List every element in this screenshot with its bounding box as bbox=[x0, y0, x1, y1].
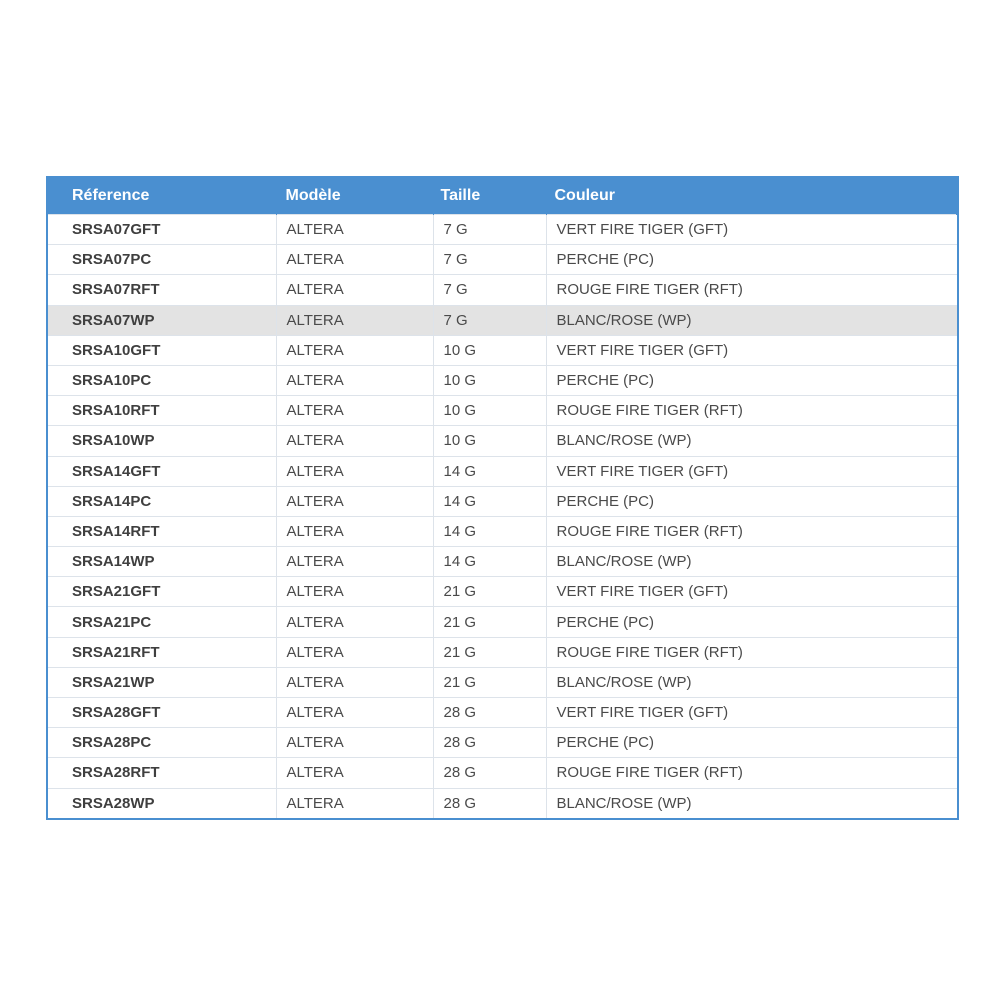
table-row bbox=[48, 637, 957, 667]
table-header bbox=[48, 178, 957, 215]
cell-couleur: VERT FIRE TIGER (GFT) bbox=[546, 698, 957, 728]
cell-couleur: PERCHE (PC) bbox=[546, 245, 957, 275]
cell-taille: 14 G bbox=[433, 486, 546, 516]
cell-modele: ALTERA bbox=[276, 335, 433, 365]
header-couleur: Couleur bbox=[546, 178, 957, 215]
cell-reference: SRSA28PC bbox=[48, 728, 276, 758]
table-row bbox=[48, 698, 957, 728]
cell-couleur: VERT FIRE TIGER (GFT) bbox=[546, 215, 957, 245]
cell-reference: SRSA14GFT bbox=[48, 456, 276, 486]
cell-couleur: BLANC/ROSE (WP) bbox=[546, 305, 957, 335]
table-row bbox=[48, 486, 957, 516]
cell-reference: SRSA28GFT bbox=[48, 698, 276, 728]
cell-modele: ALTERA bbox=[276, 426, 433, 456]
cell-taille: 28 G bbox=[433, 698, 546, 728]
cell-taille: 21 G bbox=[433, 607, 546, 637]
cell-modele: ALTERA bbox=[276, 456, 433, 486]
table-row bbox=[48, 396, 957, 426]
cell-modele: ALTERA bbox=[276, 396, 433, 426]
cell-modele: ALTERA bbox=[276, 547, 433, 577]
cell-modele: ALTERA bbox=[276, 788, 433, 818]
cell-taille: 21 G bbox=[433, 577, 546, 607]
cell-modele: ALTERA bbox=[276, 637, 433, 667]
cell-couleur: VERT FIRE TIGER (GFT) bbox=[546, 335, 957, 365]
cell-reference: SRSA10PC bbox=[48, 365, 276, 395]
cell-taille: 10 G bbox=[433, 335, 546, 365]
cell-couleur: BLANC/ROSE (WP) bbox=[546, 547, 957, 577]
table-body bbox=[48, 215, 957, 818]
cell-couleur: VERT FIRE TIGER (GFT) bbox=[546, 577, 957, 607]
cell-couleur: VERT FIRE TIGER (GFT) bbox=[546, 456, 957, 486]
cell-couleur: PERCHE (PC) bbox=[546, 365, 957, 395]
cell-reference: SRSA10RFT bbox=[48, 396, 276, 426]
cell-modele: ALTERA bbox=[276, 577, 433, 607]
cell-modele: ALTERA bbox=[276, 215, 433, 245]
cell-reference: SRSA28WP bbox=[48, 788, 276, 818]
cell-reference: SRSA07PC bbox=[48, 245, 276, 275]
cell-taille: 28 G bbox=[433, 788, 546, 818]
product-table-container bbox=[46, 176, 959, 820]
cell-taille: 7 G bbox=[433, 275, 546, 305]
cell-reference: SRSA21PC bbox=[48, 607, 276, 637]
cell-taille: 14 G bbox=[433, 547, 546, 577]
table-row bbox=[48, 305, 957, 335]
cell-modele: ALTERA bbox=[276, 698, 433, 728]
table-row bbox=[48, 547, 957, 577]
product-table bbox=[48, 178, 957, 818]
cell-modele: ALTERA bbox=[276, 486, 433, 516]
table-row bbox=[48, 788, 957, 818]
header-reference: Réference bbox=[48, 178, 276, 215]
header-taille: Taille bbox=[433, 178, 546, 215]
table-row bbox=[48, 516, 957, 546]
cell-modele: ALTERA bbox=[276, 728, 433, 758]
cell-reference: SRSA21GFT bbox=[48, 577, 276, 607]
cell-reference: SRSA07GFT bbox=[48, 215, 276, 245]
cell-taille: 7 G bbox=[433, 215, 546, 245]
header-row bbox=[48, 178, 957, 215]
cell-taille: 28 G bbox=[433, 758, 546, 788]
cell-reference: SRSA14PC bbox=[48, 486, 276, 516]
cell-couleur: BLANC/ROSE (WP) bbox=[546, 426, 957, 456]
table-row bbox=[48, 456, 957, 486]
cell-reference: SRSA21WP bbox=[48, 667, 276, 697]
header-modele: Modèle bbox=[276, 178, 433, 215]
cell-taille: 10 G bbox=[433, 365, 546, 395]
cell-taille: 14 G bbox=[433, 516, 546, 546]
cell-taille: 21 G bbox=[433, 637, 546, 667]
cell-reference: SRSA28RFT bbox=[48, 758, 276, 788]
table-row bbox=[48, 426, 957, 456]
cell-couleur: ROUGE FIRE TIGER (RFT) bbox=[546, 758, 957, 788]
cell-reference: SRSA21RFT bbox=[48, 637, 276, 667]
table-row bbox=[48, 245, 957, 275]
table-row bbox=[48, 667, 957, 697]
cell-modele: ALTERA bbox=[276, 275, 433, 305]
table-row bbox=[48, 758, 957, 788]
cell-reference: SRSA10WP bbox=[48, 426, 276, 456]
cell-reference: SRSA10GFT bbox=[48, 335, 276, 365]
cell-couleur: PERCHE (PC) bbox=[546, 486, 957, 516]
table-row bbox=[48, 275, 957, 305]
cell-modele: ALTERA bbox=[276, 516, 433, 546]
table-row bbox=[48, 728, 957, 758]
cell-taille: 14 G bbox=[433, 456, 546, 486]
table-row bbox=[48, 335, 957, 365]
cell-modele: ALTERA bbox=[276, 607, 433, 637]
cell-reference: SRSA14RFT bbox=[48, 516, 276, 546]
cell-taille: 10 G bbox=[433, 426, 546, 456]
cell-reference: SRSA07RFT bbox=[48, 275, 276, 305]
cell-couleur: PERCHE (PC) bbox=[546, 607, 957, 637]
cell-modele: ALTERA bbox=[276, 365, 433, 395]
cell-modele: ALTERA bbox=[276, 667, 433, 697]
cell-couleur: PERCHE (PC) bbox=[546, 728, 957, 758]
cell-reference: SRSA07WP bbox=[48, 305, 276, 335]
cell-couleur: BLANC/ROSE (WP) bbox=[546, 788, 957, 818]
cell-taille: 28 G bbox=[433, 728, 546, 758]
cell-modele: ALTERA bbox=[276, 245, 433, 275]
cell-taille: 7 G bbox=[433, 245, 546, 275]
table-row bbox=[48, 365, 957, 395]
cell-couleur: ROUGE FIRE TIGER (RFT) bbox=[546, 396, 957, 426]
cell-modele: ALTERA bbox=[276, 758, 433, 788]
cell-modele: ALTERA bbox=[276, 305, 433, 335]
cell-couleur: ROUGE FIRE TIGER (RFT) bbox=[546, 637, 957, 667]
cell-taille: 21 G bbox=[433, 667, 546, 697]
table-row bbox=[48, 215, 957, 245]
table-row bbox=[48, 577, 957, 607]
cell-reference: SRSA14WP bbox=[48, 547, 276, 577]
table-row bbox=[48, 607, 957, 637]
cell-taille: 7 G bbox=[433, 305, 546, 335]
cell-couleur: BLANC/ROSE (WP) bbox=[546, 667, 957, 697]
cell-couleur: ROUGE FIRE TIGER (RFT) bbox=[546, 516, 957, 546]
cell-taille: 10 G bbox=[433, 396, 546, 426]
cell-couleur: ROUGE FIRE TIGER (RFT) bbox=[546, 275, 957, 305]
